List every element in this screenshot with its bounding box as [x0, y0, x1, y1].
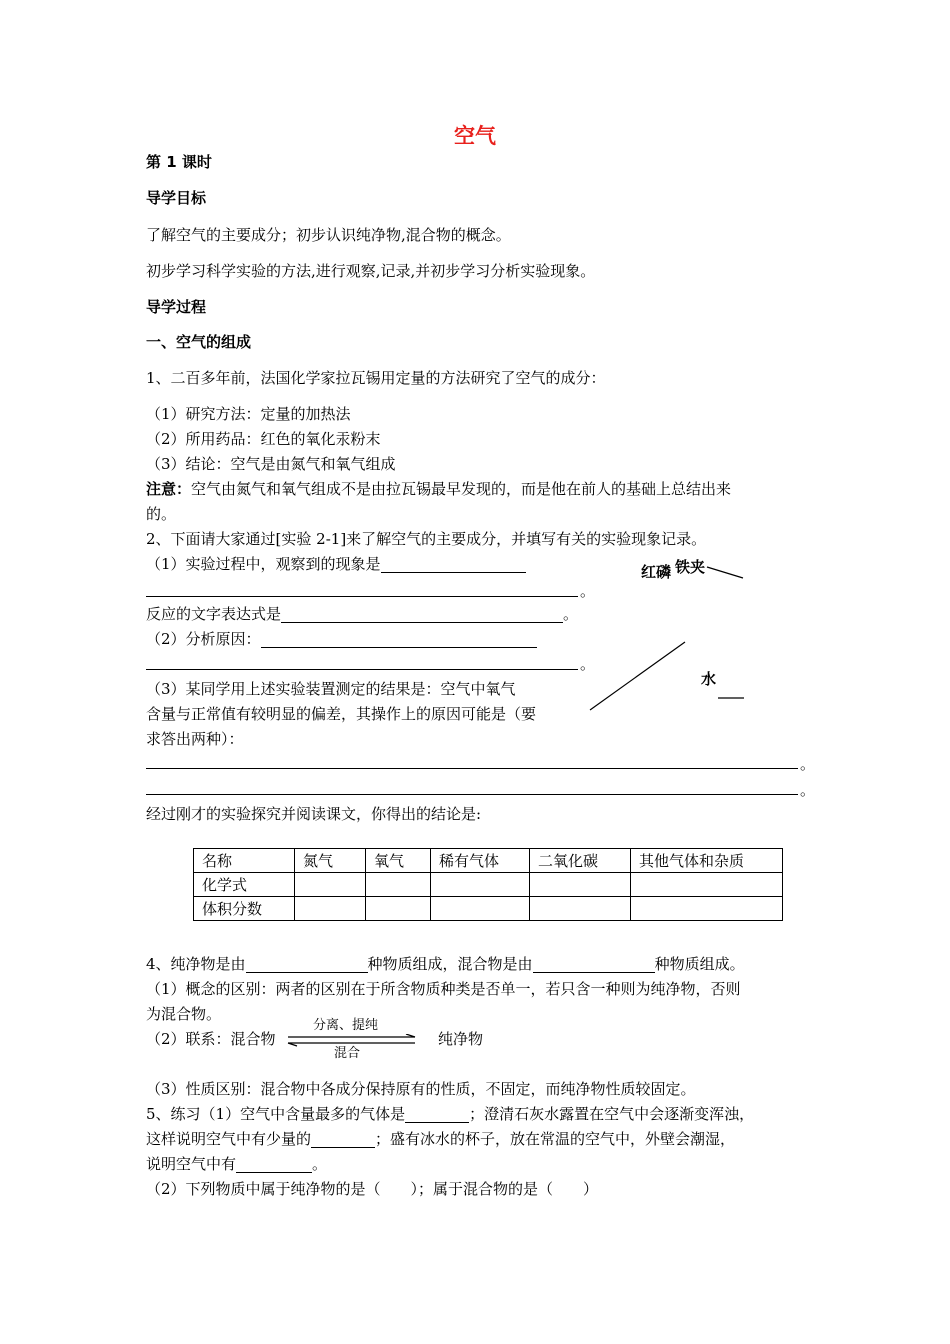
- pure-substance-blank[interactable]: [246, 956, 368, 973]
- table-header-cell: 名称: [194, 849, 295, 873]
- q1-period: 。: [580, 582, 596, 600]
- q1-answer-blank[interactable]: [381, 556, 526, 573]
- table-cell[interactable]: [431, 873, 530, 897]
- table-cell[interactable]: [295, 897, 366, 921]
- apparatus-tube-line: [590, 642, 685, 710]
- table-row: [194, 873, 783, 897]
- paragraph-2: 2、下面请大家通过[实验 2-1]来了解空气的主要成分，并填写有关的实验现象记录。: [146, 530, 707, 548]
- q3-answer-line-2[interactable]: [146, 794, 798, 795]
- table-cell[interactable]: [530, 897, 631, 921]
- exercise-line-2: [146, 1130, 735, 1148]
- goal-2: 初步学习科学实验的方法,进行观察,记录,并初步学习分析实验现象。: [146, 262, 596, 280]
- p4-item-1-line-2: 为混合物。: [146, 1005, 222, 1023]
- exercise-2-text-b: ；盛有冰水的杯子，放在常温的空气中，外壁会潮湿，: [375, 1130, 736, 1148]
- exercise-3-text-b: 。: [312, 1155, 328, 1173]
- relation-top-label: 分离、提纯: [313, 1018, 379, 1033]
- paragraph-1: 1、二百多年前，法国化学家拉瓦锡用定量的方法研究了空气的成分：: [146, 369, 606, 387]
- exercise-1-text-a: 5、练习（1）空气中含量最多的气体是: [146, 1105, 406, 1123]
- most-abundant-gas-blank[interactable]: [405, 1106, 469, 1123]
- exercise-1-text-b: ；澄清石灰水露置在空气中会逐渐变浑浊，: [469, 1105, 755, 1123]
- section1-heading: 一、空气的组成: [146, 333, 252, 351]
- table-header-cell: 氮气: [295, 849, 366, 873]
- goal-1: 了解空气的主要成分；初步认识纯净物,混合物的概念。: [146, 226, 511, 244]
- table-cell[interactable]: [631, 873, 783, 897]
- lesson-label: 第 1 课时: [146, 153, 212, 171]
- p4-item-2-label: （2）联系：混合物: [146, 1030, 276, 1048]
- table-row-label: 化学式: [194, 873, 295, 897]
- question-1: [146, 555, 526, 573]
- table-cell[interactable]: [366, 873, 431, 897]
- p4-item-3: （3）性质区别：混合物中各成分保持原有的性质，不固定，而纯净物性质较固定。: [146, 1080, 696, 1098]
- table-header-cell: 其他气体和杂质: [631, 849, 783, 873]
- composition-table: [193, 848, 783, 921]
- iron-clamp-label: 铁夹: [675, 558, 706, 576]
- question-2-text: （2）分析原因：: [146, 630, 261, 648]
- goals-heading: 导学目标: [146, 189, 207, 207]
- p1-item-2: （2）所用药品：红色的氧化汞粉末: [146, 430, 381, 448]
- limewater-gas-blank[interactable]: [311, 1131, 375, 1148]
- ice-water-blank[interactable]: [236, 1156, 312, 1173]
- q2-period: 。: [580, 655, 596, 673]
- question-1-text: （1）实验过程中，观察到的现象是: [146, 555, 381, 573]
- mixture-blank[interactable]: [533, 956, 655, 973]
- p4-text-c: 种物质组成。: [654, 955, 745, 973]
- relation-right-label: 纯净物: [438, 1030, 484, 1048]
- exercise-2: （2）下列物质中属于纯净物的是（ ）；属于混合物的是（ ）: [146, 1180, 599, 1198]
- iron-clamp-line: [707, 567, 743, 578]
- conclusion-intro: 经过刚才的实验探究并阅读课文，你得出的结论是:: [146, 805, 482, 823]
- table-header-cell: 稀有气体: [431, 849, 530, 873]
- exercise-3-text-a: 说明空气中有: [146, 1155, 237, 1173]
- p4-item-1-line-1: （1）概念的区别：两者的区别在于所含物质种类是否单一，若只含一种则为纯净物，否则: [146, 980, 741, 998]
- table-cell[interactable]: [366, 897, 431, 921]
- table-header-cell: 氧气: [366, 849, 431, 873]
- q1b-answer-blank[interactable]: [281, 606, 563, 623]
- p1-item-1: （1）研究方法：定量的加热法: [146, 405, 351, 423]
- exercise-line-1: [146, 1105, 754, 1123]
- question-3-line-3: 求答出两种）：: [146, 730, 244, 748]
- question-1b: [146, 605, 578, 623]
- relation-bottom-label: 混合: [334, 1046, 361, 1061]
- p1-item-3: （3）结论：空气是由氮气和氧气组成: [146, 455, 396, 473]
- table-header-row: [194, 849, 783, 873]
- red-phosphorus-label: 红磷: [641, 563, 672, 581]
- water-label: 水: [701, 670, 717, 688]
- p4-text-a: 4、纯净物是由: [146, 955, 246, 973]
- q2-answer-blank[interactable]: [261, 631, 537, 648]
- table-cell[interactable]: [295, 873, 366, 897]
- exercise-2-text-a: 这样说明空气中有少量的: [146, 1130, 312, 1148]
- table-header-cell: 二氧化碳: [530, 849, 631, 873]
- q1b-period: 。: [563, 605, 579, 623]
- table-cell[interactable]: [631, 897, 783, 921]
- q1-answer-line-2[interactable]: [146, 596, 578, 597]
- note-line-1: [146, 480, 731, 498]
- q2-answer-line-2[interactable]: [146, 669, 578, 670]
- apparatus-diagram: [585, 555, 765, 725]
- q3-period-2: 。: [800, 781, 816, 799]
- question-3-line-2: 含量与正常值有较明显的偏差，其操作上的原因可能是（要: [146, 705, 537, 723]
- note-line-2: 的。: [146, 505, 177, 523]
- exercise-line-3: [146, 1155, 327, 1173]
- paragraph-4: [146, 955, 745, 973]
- table-cell[interactable]: [530, 873, 631, 897]
- table-cell[interactable]: [431, 897, 530, 921]
- note-text: 空气由氮气和氧气组成不是由拉瓦锡最早发现的，而是他在前人的基础上总结出来: [191, 480, 732, 498]
- table-row-label: 体积分数: [194, 897, 295, 921]
- question-3-line-1: （3）某同学用上述实验装置测定的结果是：空气中氧气: [146, 680, 516, 698]
- question-2: [146, 630, 537, 648]
- note-label: 注意：: [146, 480, 192, 498]
- p4-text-b: 种物质组成，混合物是由: [367, 955, 533, 973]
- table-row: [194, 897, 783, 921]
- question-1b-text: 反应的文字表达式是: [146, 605, 282, 623]
- q3-answer-line-1[interactable]: [146, 768, 798, 769]
- q3-period-1: 。: [800, 755, 816, 773]
- page-title: 空气: [454, 124, 496, 148]
- process-heading: 导学过程: [146, 298, 207, 316]
